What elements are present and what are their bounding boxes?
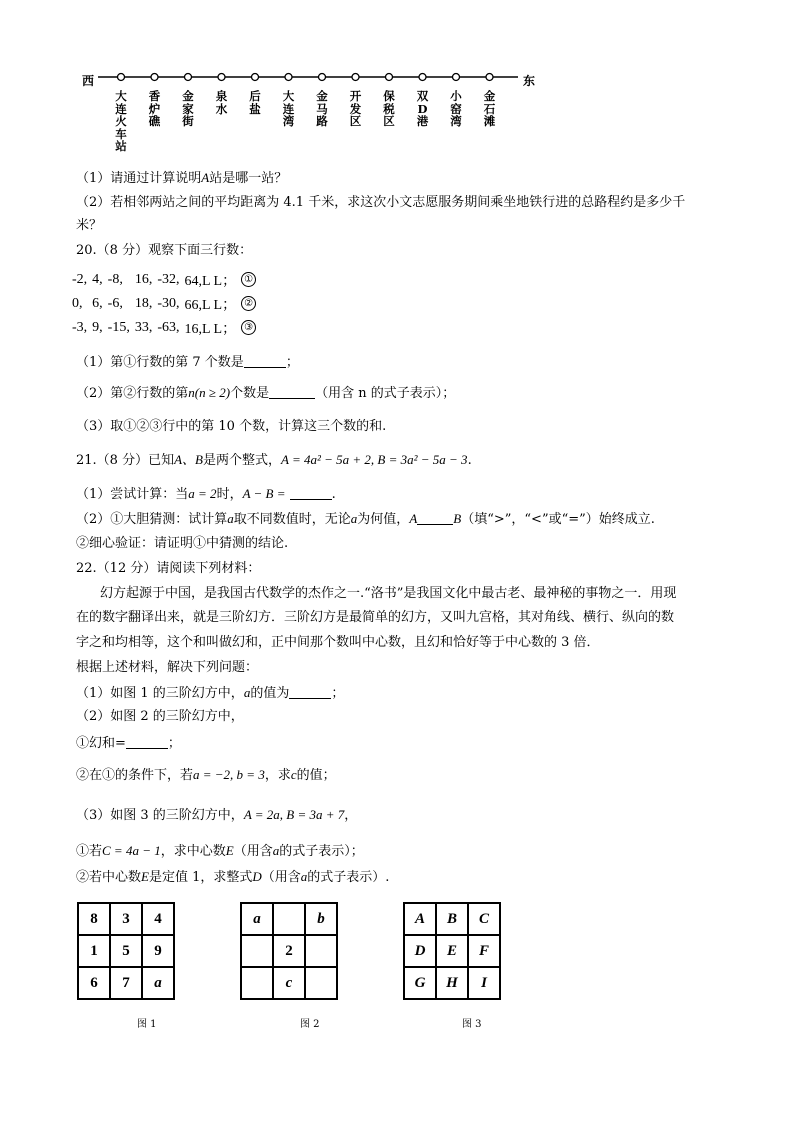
sequence-value: 66,L L；: [184, 298, 237, 313]
grid-cell: [241, 967, 273, 999]
magic-square-fig1: [77, 902, 175, 1000]
q22-part2-2: ②在①的条件下，若a = −2, b = 3，求c的值；: [76, 767, 336, 783]
q22-part3: （3）如图 3 的三阶幻方中，A = 2a, B = 3a + 7，: [76, 807, 358, 823]
sequence-row: [72, 316, 261, 340]
station-dot: [185, 74, 192, 81]
q22-part1: （1）如图 1 的三阶幻方中，a的值为 ；: [76, 685, 345, 701]
station-dot: [319, 74, 326, 81]
sequence-value: 9,: [92, 320, 103, 335]
q20-part1: （1）第①行数的第 7 个数是 ；: [76, 355, 299, 370]
q19-part2-line1: （2）若相邻两站之间的平均距离为 4.1 千米，求这次小文志愿服务期间乘坐地铁行进的总路程约是多少千: [76, 195, 686, 210]
grid-cell: G: [404, 967, 436, 999]
q22-part2-1: ①幻和= ；: [76, 736, 181, 751]
west-label: 西: [82, 74, 95, 88]
sequence-value: 16,: [134, 272, 153, 287]
grid-cell: I: [468, 967, 500, 999]
q22-para-line3: 字之和均相等，这个和叫做幻和，正中间那个数叫中心数，且幻和恰好等于中心数的 3 倍．: [76, 635, 600, 650]
sequence-row: [72, 292, 261, 316]
q19-part2-line2: 米？: [76, 218, 103, 233]
grid-cell: 1: [78, 935, 110, 967]
q21-part1: （1）尝试计算：当a = 2时，A − B = .: [76, 486, 336, 502]
q22-part3-2: ②若中心数E是定值 1，求整式D（用含a的式子表示）.: [76, 869, 390, 885]
station-label: 后 盐: [249, 89, 261, 116]
sequence-value: -32,: [157, 272, 180, 287]
q21-title: 21.（8 分）已知A、B是两个整式，A = 4a² − 5a + 2, B = 3a² − 5a − 3.: [76, 452, 472, 468]
sequence-row: [72, 268, 261, 292]
station-dot: [118, 74, 125, 81]
station-dot: [419, 74, 426, 81]
row-marker: ②: [241, 296, 256, 311]
grid-cell: H: [436, 967, 468, 999]
grid-cell: 5: [110, 935, 142, 967]
east-label: 东: [523, 74, 536, 88]
subway-line: [96, 70, 520, 84]
station-dot: [252, 74, 259, 81]
q20-part3: （3）取①②③行中的第 10 个数，计算这三个数的和.: [76, 419, 387, 434]
q21-part3: ②细心验证：请证明①中猜测的结论.: [76, 536, 289, 551]
sequence-value: -3,: [72, 320, 88, 335]
q19-part1: （1）请通过计算说明A站是哪一站？: [76, 170, 288, 186]
fig3-caption: 图 3: [462, 1019, 482, 1030]
fig1-caption: 图 1: [137, 1019, 157, 1030]
station-label: 大 连 火 车 站: [115, 89, 127, 153]
station-label: 泉 水: [215, 89, 228, 116]
grid-cell: 9: [142, 935, 174, 967]
grid-cell: A: [404, 903, 436, 935]
grid-cell: [305, 967, 337, 999]
q22-intro: 根据上述材料，解决下列问题：: [76, 660, 259, 675]
grid-cell: b: [305, 903, 337, 935]
grid-cell: 7: [110, 967, 142, 999]
grid-cell: C: [468, 903, 500, 935]
grid-cell: a: [142, 967, 174, 999]
q22-para-line1: 幻方起源于中国，是我国古代数学的杰作之一.“洛书”是我国文化中最古老、最神秘的事物之一．用现: [100, 586, 677, 601]
sequence-value: -15,: [107, 320, 130, 335]
station-dot: [151, 74, 158, 81]
magic-square-fig2: [240, 902, 338, 1000]
grid-cell: c: [273, 967, 305, 999]
grid-cell: 3: [110, 903, 142, 935]
station-dot: [453, 74, 460, 81]
q20-sequences: [72, 268, 261, 340]
grid-cell: [241, 935, 273, 967]
row-marker: ③: [241, 320, 256, 335]
grid-cell: 2: [273, 935, 305, 967]
station-label: 金 马 路: [316, 89, 328, 128]
grid-cell: D: [404, 935, 436, 967]
grid-cell: 4: [142, 903, 174, 935]
station-dot: [352, 74, 359, 81]
sequence-value: 16,L L；: [184, 322, 237, 337]
station-dot: [285, 74, 292, 81]
grid-cell: F: [468, 935, 500, 967]
station-label: 金 石 滩: [483, 89, 496, 128]
station-dot: [386, 74, 393, 81]
station-label: 大 连 湾: [282, 89, 295, 128]
grid-cell: [273, 903, 305, 935]
sequence-value: -30,: [157, 296, 180, 311]
sequence-value: 0,: [72, 296, 83, 311]
sequence-value: -6,: [107, 296, 123, 311]
q22-para-line2: 在的数字翻译出来，就是三阶幻方．三阶幻方是最简单的幻方，又叫九宫格，其对角线、横行、纵向的数: [76, 610, 675, 625]
q20-part2: （2）第②行数的第n(n ≥ 2)个数是 （用含 n 的式子表示）；: [76, 385, 456, 401]
q22-part3-1: ①若C = 4a − 1，求中心数E（用含a的式子表示）；: [76, 843, 364, 859]
station-dot: [486, 74, 493, 81]
station-label: 小 窑 湾: [450, 89, 462, 128]
station-dot: [218, 74, 225, 81]
sequence-value: 4,: [92, 272, 103, 287]
grid-cell: [305, 935, 337, 967]
q22-part2: （2）如图 2 的三阶幻方中，: [76, 709, 244, 724]
station-label: 双 D 港: [416, 89, 429, 128]
station-label: 金 家 街: [182, 89, 194, 128]
sequence-value: 64,L L；: [184, 274, 237, 289]
sequence-value: -2,: [72, 272, 88, 287]
row-marker: ①: [241, 272, 256, 287]
grid-cell: a: [241, 903, 273, 935]
magic-square-fig3: [403, 902, 501, 1000]
q20-title: 20.（8 分）观察下面三行数：: [76, 243, 253, 258]
sequence-value: 6,: [92, 296, 103, 311]
station-label: 开 发 区: [349, 89, 362, 128]
grid-cell: B: [436, 903, 468, 935]
sequence-value: 18,: [134, 296, 153, 311]
station-label: 保 税 区: [383, 89, 395, 128]
station-label: 香 炉 礁: [148, 89, 161, 128]
grid-cell: 8: [78, 903, 110, 935]
sequence-value: -8,: [107, 272, 123, 287]
grid-cell: 6: [78, 967, 110, 999]
grid-cell: E: [436, 935, 468, 967]
q22-title: 22.（12 分）请阅读下列材料：: [76, 561, 261, 576]
q21-part2: （2）①大胆猜测：试计算a取不同数值时，无论a为何值，A B（填“>”，“<”或“=”）始终成立.: [76, 511, 655, 527]
sequence-value: 33,: [134, 320, 153, 335]
fig2-caption: 图 2: [300, 1019, 320, 1030]
sequence-value: -63,: [157, 320, 180, 335]
